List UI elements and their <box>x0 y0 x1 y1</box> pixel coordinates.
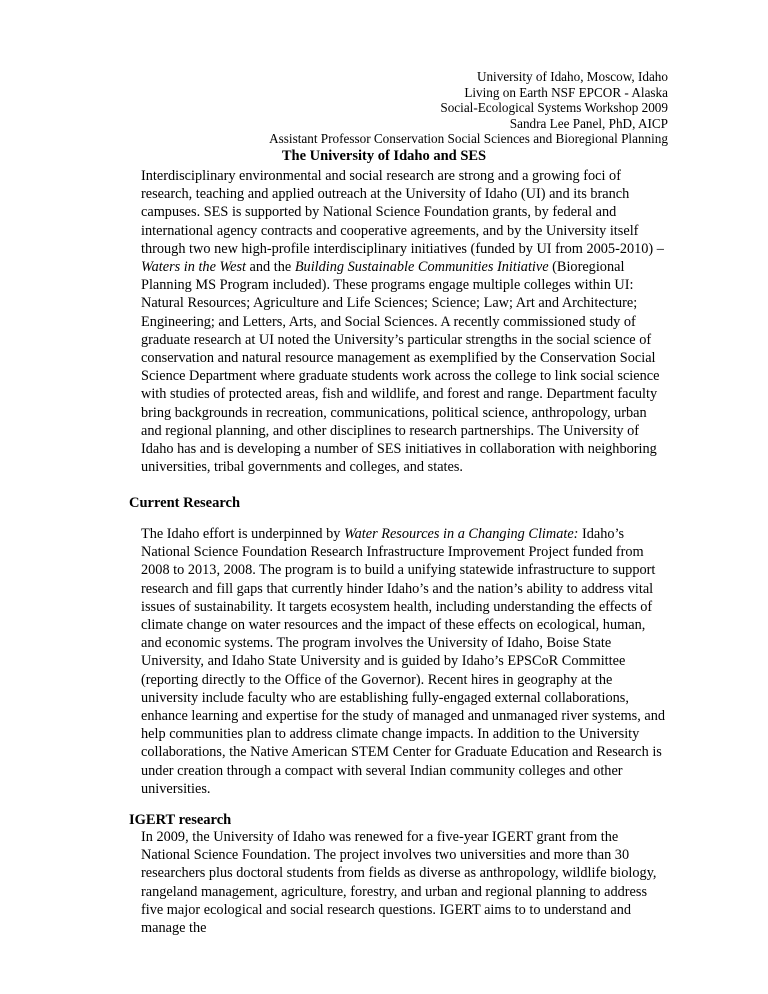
current-research-italic-title: Water Resources in a Changing Climate: <box>344 526 579 542</box>
header-line-position: Assistant Professor Conservation Social Sciences and Bioregional Planning <box>269 131 668 147</box>
header-line-workshop: Social-Ecological Systems Workshop 2009 <box>440 100 668 116</box>
header-line-university: University of Idaho, Moscow, Idaho <box>476 69 668 84</box>
intro-paragraph <box>141 167 669 476</box>
intro-text-2: and the <box>245 259 295 276</box>
current-research-paragraph <box>141 525 669 798</box>
current-research-italic-comma: , <box>216 562 221 579</box>
current-research-heading: Current Research <box>129 495 241 511</box>
current-research-text-1: The Idaho effort is underpinned by <box>141 526 345 542</box>
document-title: The University of Idaho and SES <box>281 148 487 164</box>
intro-text-1: Interdisciplinary environmental and social research are strong and a growing foci of research, teaching and applied outreach at the University of Idaho (UI) and its branch campuses. SES is supported by National Science Foundation grants, by federal and international agency contracts and cooperative agreements, and by the University itself through two new high-profile interdisciplinary initiatives (funded by UI from 2005-2010) – <box>141 168 664 257</box>
igert-paragraph: In 2009, the University of Idaho was renewed for a five-year IGERT grant from the National Science Foundation. The project involves two universities and more than 30 researchers plus doctoral students from fields as diverse as anthropology, wildlife biology, rangeland management, agriculture, forestry, and urban and regional planning to address five major ecological and social research questions. IGERT aims to to understand and manage the <box>141 829 657 937</box>
header-line-author: Sandra Lee Panel, PhD, AICP <box>509 115 668 131</box>
igert-heading: IGERT research <box>129 812 232 828</box>
intro-italic-waters: Waters in the West <box>141 259 246 276</box>
current-research-text-2: Idaho’s National Science Foundation Research Infrastructure Improvement Project funded from 2008 to 2013 <box>141 526 644 579</box>
current-research-text-3: 2008. The program is to build a unifying statewide infrastructure to support research and fill gaps that currently hinder Idaho’s and the nation’s ability to address vital issues of sustainability. It targets ecosystem health, including understanding the effects of climate change on water resources and the impact of these effects on ecological, human, and economic systems. The program involves the University of Idaho, Boise State University, and Idaho State University and is guided by Idaho’s EPSCoR Committee (reporting directly to the Office of the Governor). Recent hires in geography at the university include faculty who are establishing fully-engaged external collaborations, enhance learning and expertise for the study of managed and unmanaged river systems, and help communities plan to address climate change impacts. In addition to the University collaborations, the Native American STEM Center for Graduate Education and Research is under creation through a compact with several Indian community colleges and other universities. <box>141 562 666 797</box>
intro-italic-building: Building Sustainable Communities Initiative <box>294 259 549 276</box>
intro-text-3: (Bioregional Planning MS Program included). These programs engage multiple colleges within UI: Natural Resources; Agriculture and Life Sciences; Science; Law; Art and Architecture; Engineering; and Letters, Arts, and Social Sciences. A recently commissioned study of graduate research at UI noted the University’s particular strengths in the social science of conservation and natural resource management as exemplified by the Conservation Social Science Department where graduate students work across the college to link social science with studies of protected areas, fish and wildlife, and forest and range. Department faculty bring backgrounds in recreation, communications, political science, anthropology, urban and regional planning, and other disciplines to research partnerships. The University of Idaho has and is developing a number of SES initiatives in collaboration with neighboring universities, tribal governments and colleges, and states. <box>141 259 660 476</box>
document-header <box>269 69 668 147</box>
header-line-program: Living on Earth NSF EPCOR - Alaska <box>464 84 668 100</box>
